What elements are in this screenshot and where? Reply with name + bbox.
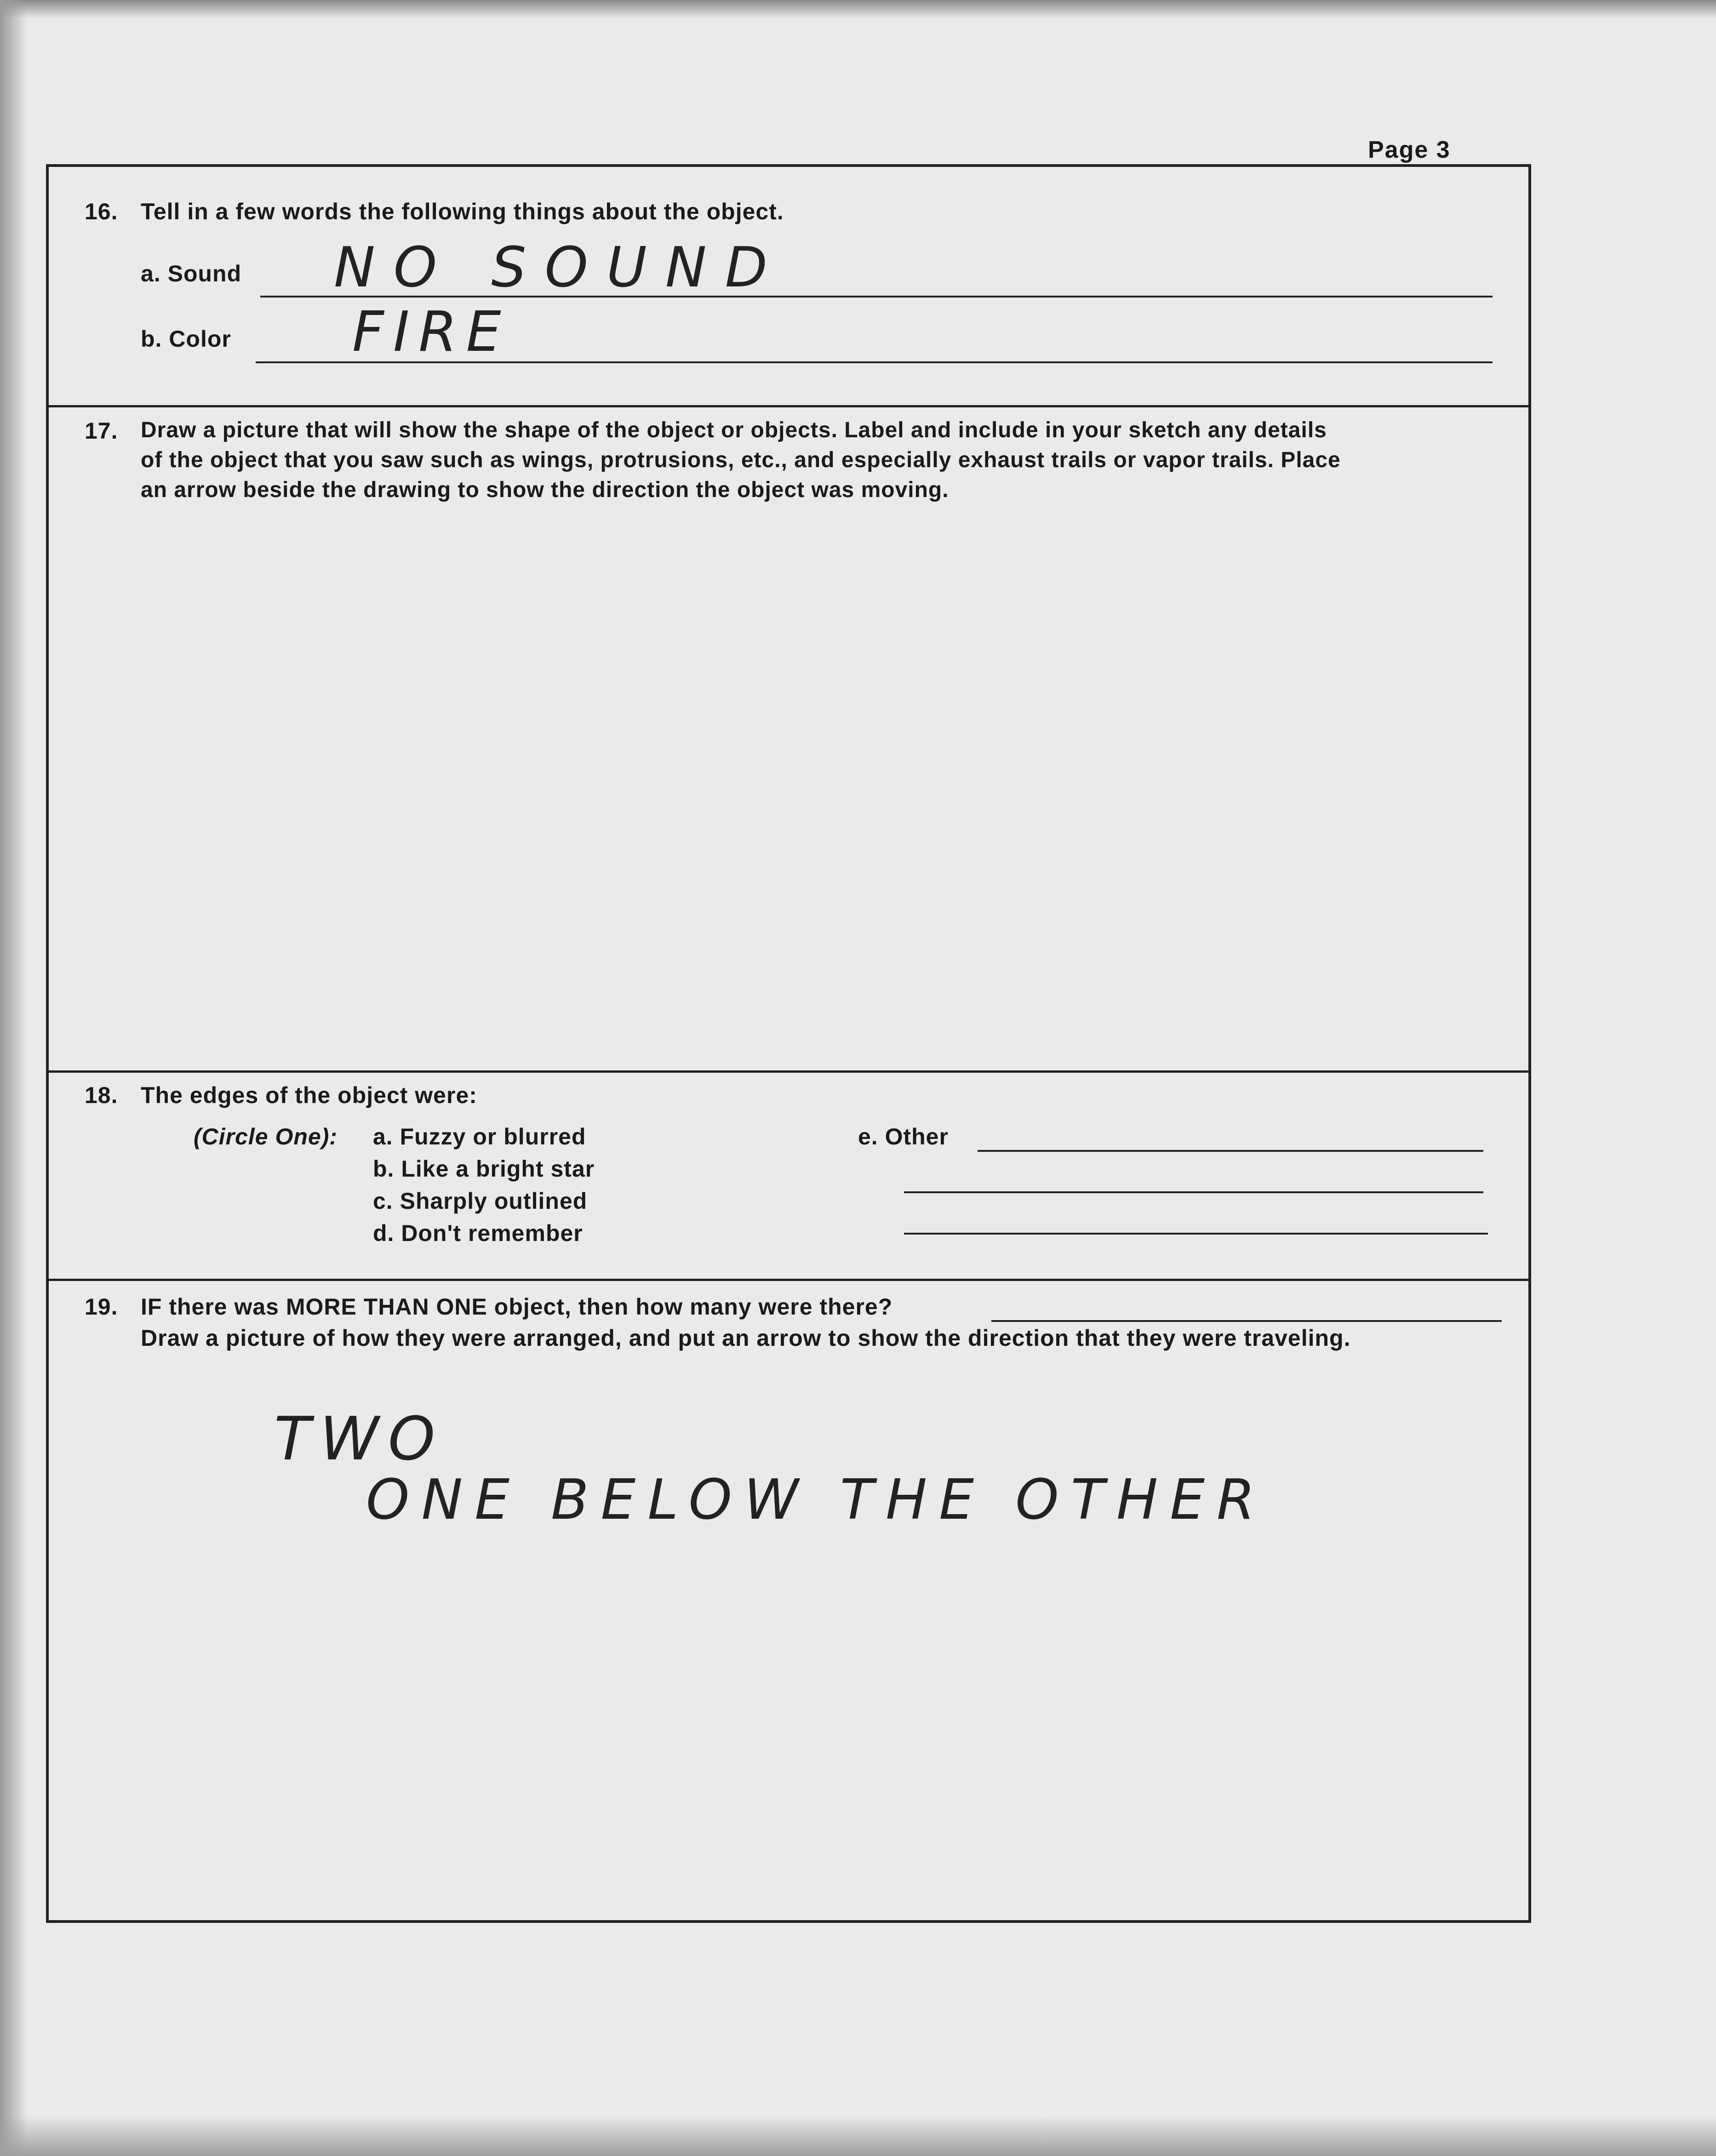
q18-prompt: The edges of the object were: xyxy=(141,1082,477,1108)
form-box xyxy=(46,164,1531,1923)
q16-sound-answer: NO SOUND xyxy=(334,236,786,300)
q19-number: 19. xyxy=(85,1294,118,1320)
q19-line2: Draw a picture of how they were arranged, and put an arrow to show the direction that they were traveling. xyxy=(141,1325,1351,1351)
q16-color-label: b. Color xyxy=(141,326,231,352)
q18-other-line-2 xyxy=(904,1191,1483,1193)
q16-number: 16. xyxy=(85,199,118,224)
q18-option-a: a. Fuzzy or blurred xyxy=(373,1124,586,1149)
divider-16-17 xyxy=(49,405,1529,407)
q19-line1: IF there was MORE THAN ONE object, then how many were there? xyxy=(141,1294,893,1320)
q16-sound-label: a. Sound xyxy=(141,261,242,286)
page-number: Page 3 xyxy=(1368,137,1451,163)
q17-line1: Draw a picture that will show the shape of the object or objects. Label and include in your sketch any details xyxy=(141,418,1327,442)
q18-circle-one: (Circle One): xyxy=(194,1124,338,1149)
q18-other-label: e. Other xyxy=(858,1124,949,1149)
q16-color-answer: FIRE xyxy=(352,300,510,364)
scan-edge-bottom xyxy=(0,2115,1716,2156)
q18-option-d: d. Don't remember xyxy=(373,1220,583,1246)
divider-17-18 xyxy=(49,1070,1529,1073)
q17-number: 17. xyxy=(85,418,118,444)
q18-other-line-3 xyxy=(904,1233,1488,1235)
q18-number: 18. xyxy=(85,1082,118,1108)
q17-line3: an arrow beside the drawing to show the direction the object was moving. xyxy=(141,478,949,502)
q17-line2: of the object that you saw such as wings, protrusions, etc., and especially exhaust trails or vapor trails. Place xyxy=(141,448,1341,472)
q16-prompt: Tell in a few words the following things about the object. xyxy=(141,199,784,224)
q19-answer-count: TWO xyxy=(274,1404,445,1474)
q18-option-b: b. Like a bright star xyxy=(373,1156,595,1182)
scan-edge-left xyxy=(0,0,28,2156)
q19-answer-arrangement: ONE BELOW THE OTHER xyxy=(366,1468,1267,1532)
q18-option-c: c. Sharply outlined xyxy=(373,1188,588,1214)
divider-18-19 xyxy=(49,1279,1529,1281)
q18-other-line-1 xyxy=(978,1150,1483,1152)
q19-count-line xyxy=(991,1320,1502,1322)
scan-edge-top xyxy=(0,0,1716,18)
